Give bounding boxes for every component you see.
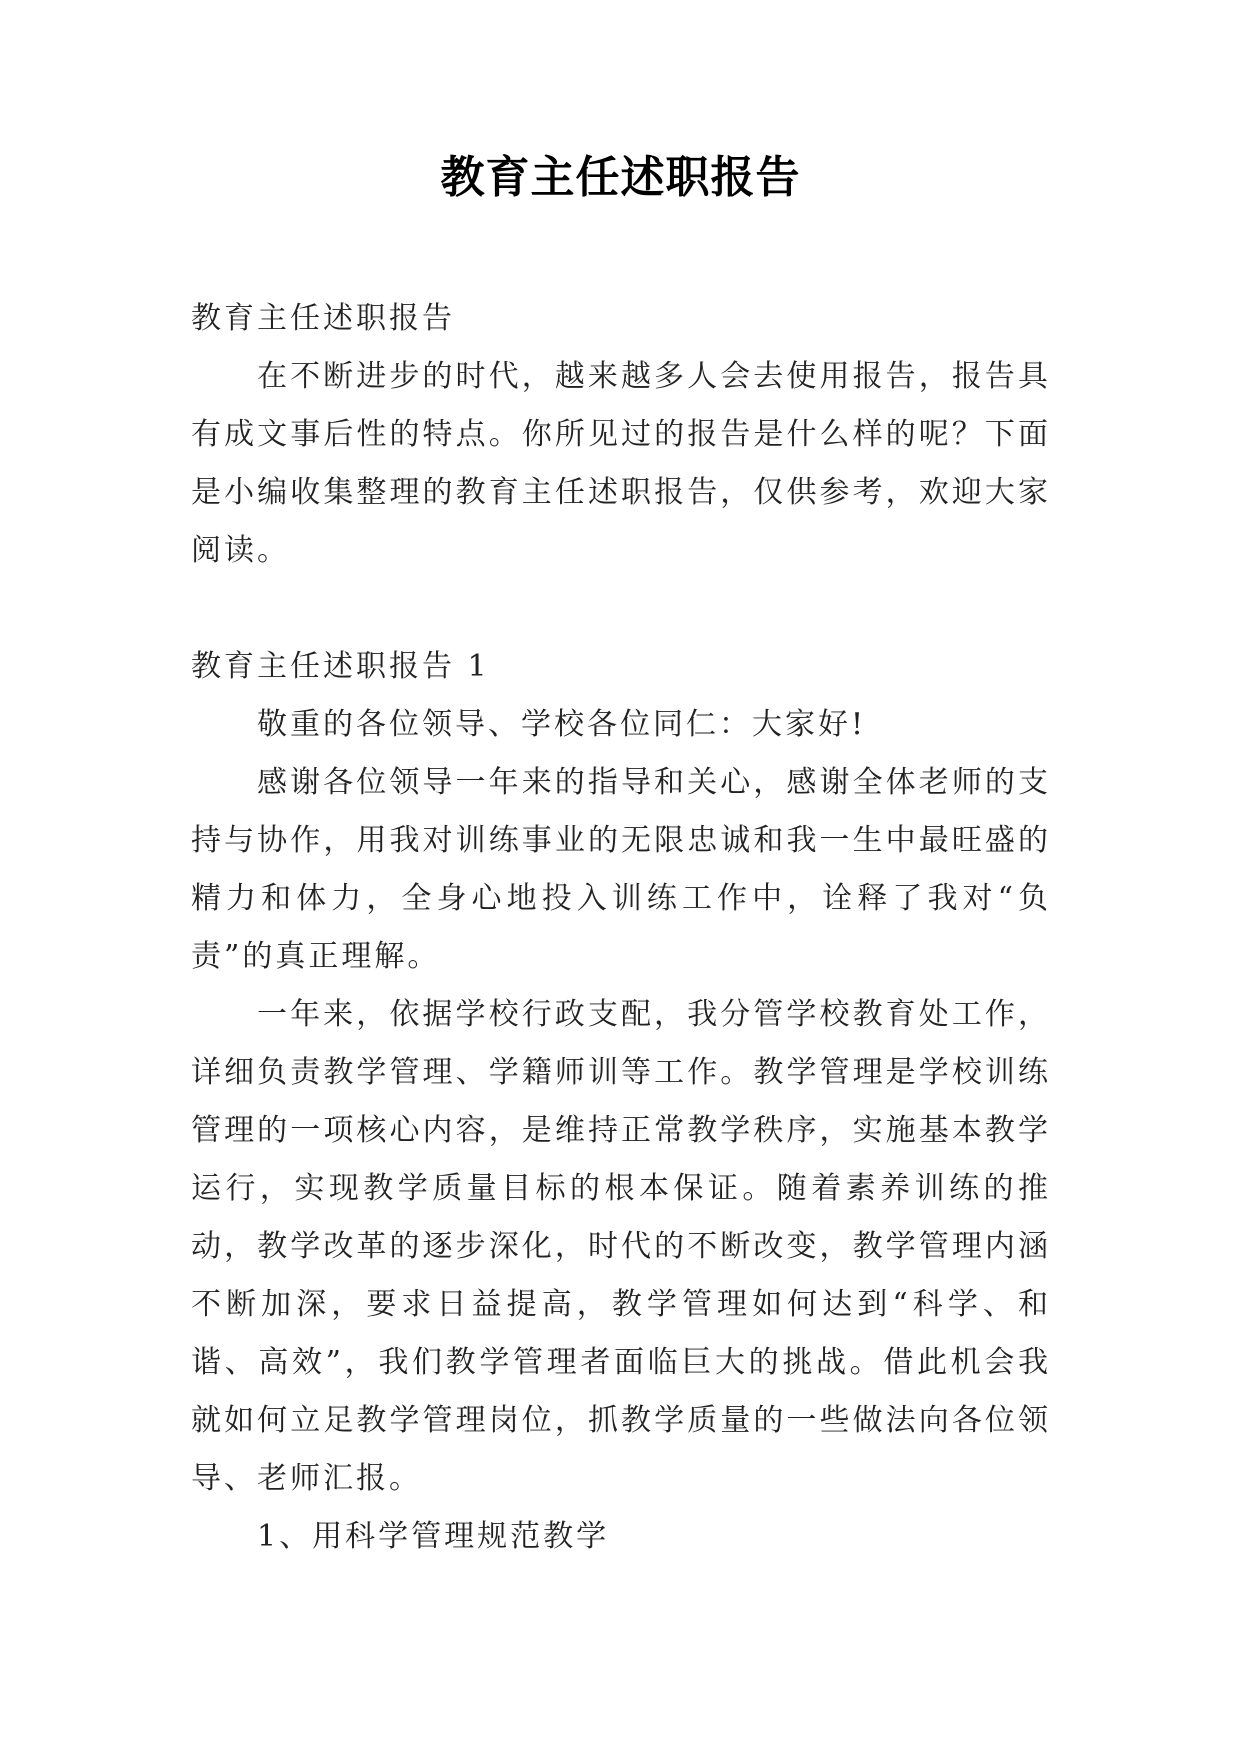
section-spacer bbox=[191, 580, 1051, 638]
thanks-paragraph: 感谢各位领导一年来的指导和关心，感谢全体老师的支持与协作，用我对训练事业的无限忠诚和我一生中最旺盛的精力和体力，全身心地投入训练工作中，诠释了我对“负责”的真正理解。 bbox=[191, 765, 1051, 974]
document-body bbox=[191, 290, 1051, 1566]
document-title: 教育主任述职报告 bbox=[440, 152, 801, 203]
intro-paragraph: 在不断进步的时代，越来越多人会去使用报告，报告具有成文事后性的特点。你所见过的报告是什么样的呢？下面是小编收集整理的教育主任述职报告，仅供参考，欢迎大家阅读。 bbox=[191, 359, 1051, 568]
work-summary-paragraph: 一年来，依据学校行政支配，我分管学校教育处工作，详细负责教学管理、学籍师训等工作。教学管理是学校训练管理的一项核心内容，是维持正常教学秩序，实施基本教学运行，实现教学质量目标的根本保证。随着素养训练的推动，教学改革的逐步深化，时代的不断改变，教学管理内涵不断加深，要求日益提高，教学管理如何达到“科学、和谐、高效”，我们教学管理者面临巨大的挑战。借此机会我就如何立足教学管理岗位，抓教学质量的一些做法向各位领导、老师汇报。 bbox=[191, 997, 1051, 1496]
list-item-heading: 1、用科学管理规范教学 bbox=[257, 1519, 610, 1554]
document-subtitle: 教育主任述职报告 bbox=[191, 301, 455, 336]
section-heading: 教育主任述职报告 1 bbox=[191, 649, 490, 684]
greeting-paragraph: 敬重的各位领导、学校各位同仁：大家好! bbox=[257, 707, 867, 742]
